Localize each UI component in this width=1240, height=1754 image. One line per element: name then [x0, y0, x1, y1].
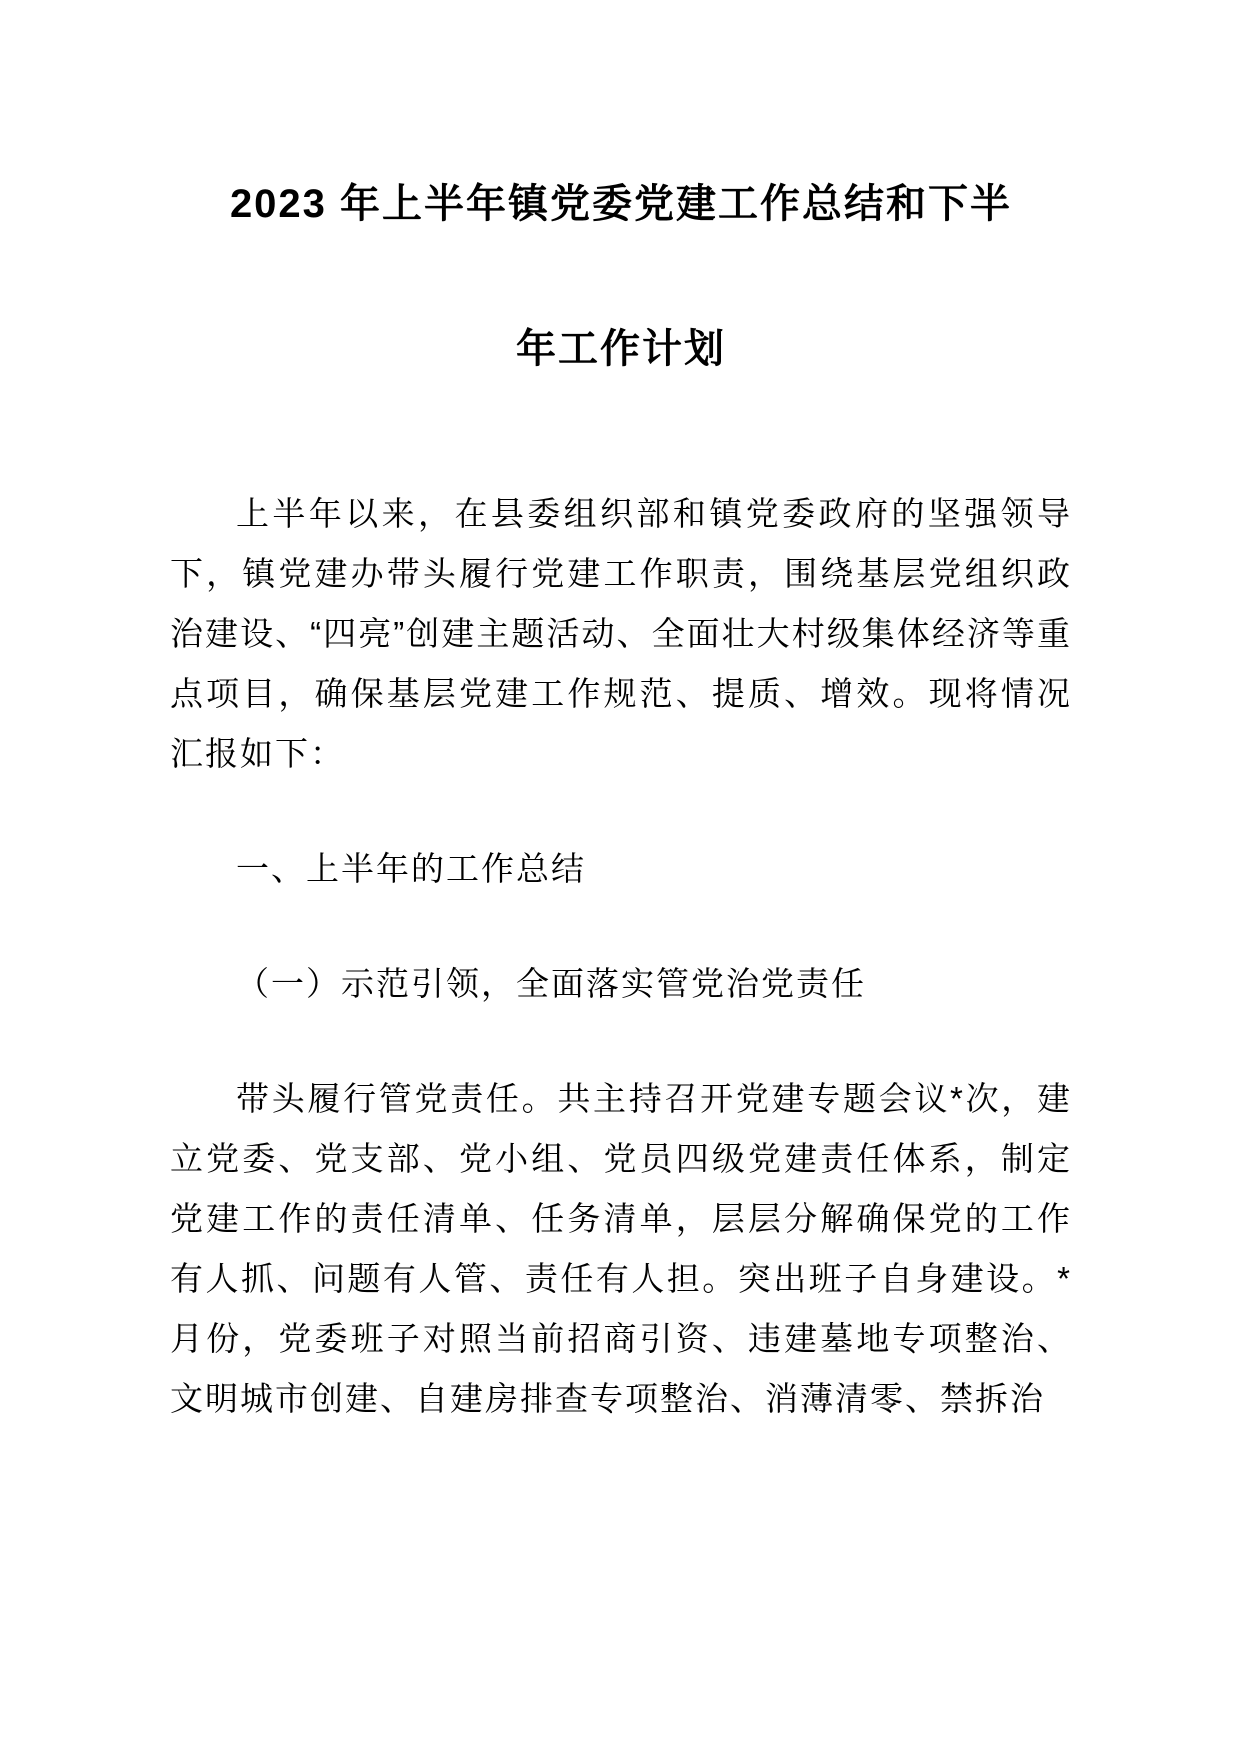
title-line-1: 2023 年上半年镇党委党建工作总结和下半 [229, 182, 1013, 226]
section-heading-one-one: （一）示范引领，全面落实管党治党责任 [236, 965, 866, 1002]
document-title [170, 132, 1072, 422]
title-line-2: 年工作计划 [516, 327, 726, 371]
paragraph-body: 带头履行管党责任。共主持召开党建专题会议*次，建立党委、党支部、党小组、党员四级党建责任体系，制定党建工作的责任清单、任务清单，层层分解确保党的工作有人抓、问题有人管、责任有人担。突出班子自身建设。*月份，党委班子对照当前招商引资、违建墓地专项整治、文明城市创建、自建房排查专项整治、消薄清零、禁拆治 [170, 1080, 1072, 1417]
section-heading-part-one: 一、上半年的工作总结 [236, 850, 586, 887]
paragraph-intro: 上半年以来，在县委组织部和镇党委政府的坚强领导下，镇党建办带头履行党建工作职责，围绕基层党组织政治建设、“四亮”创建主题活动、全面壮大村级集体经济等重点项目，确保基层党建工作规范、提质、增效。现将情况汇报如下： [170, 495, 1072, 772]
